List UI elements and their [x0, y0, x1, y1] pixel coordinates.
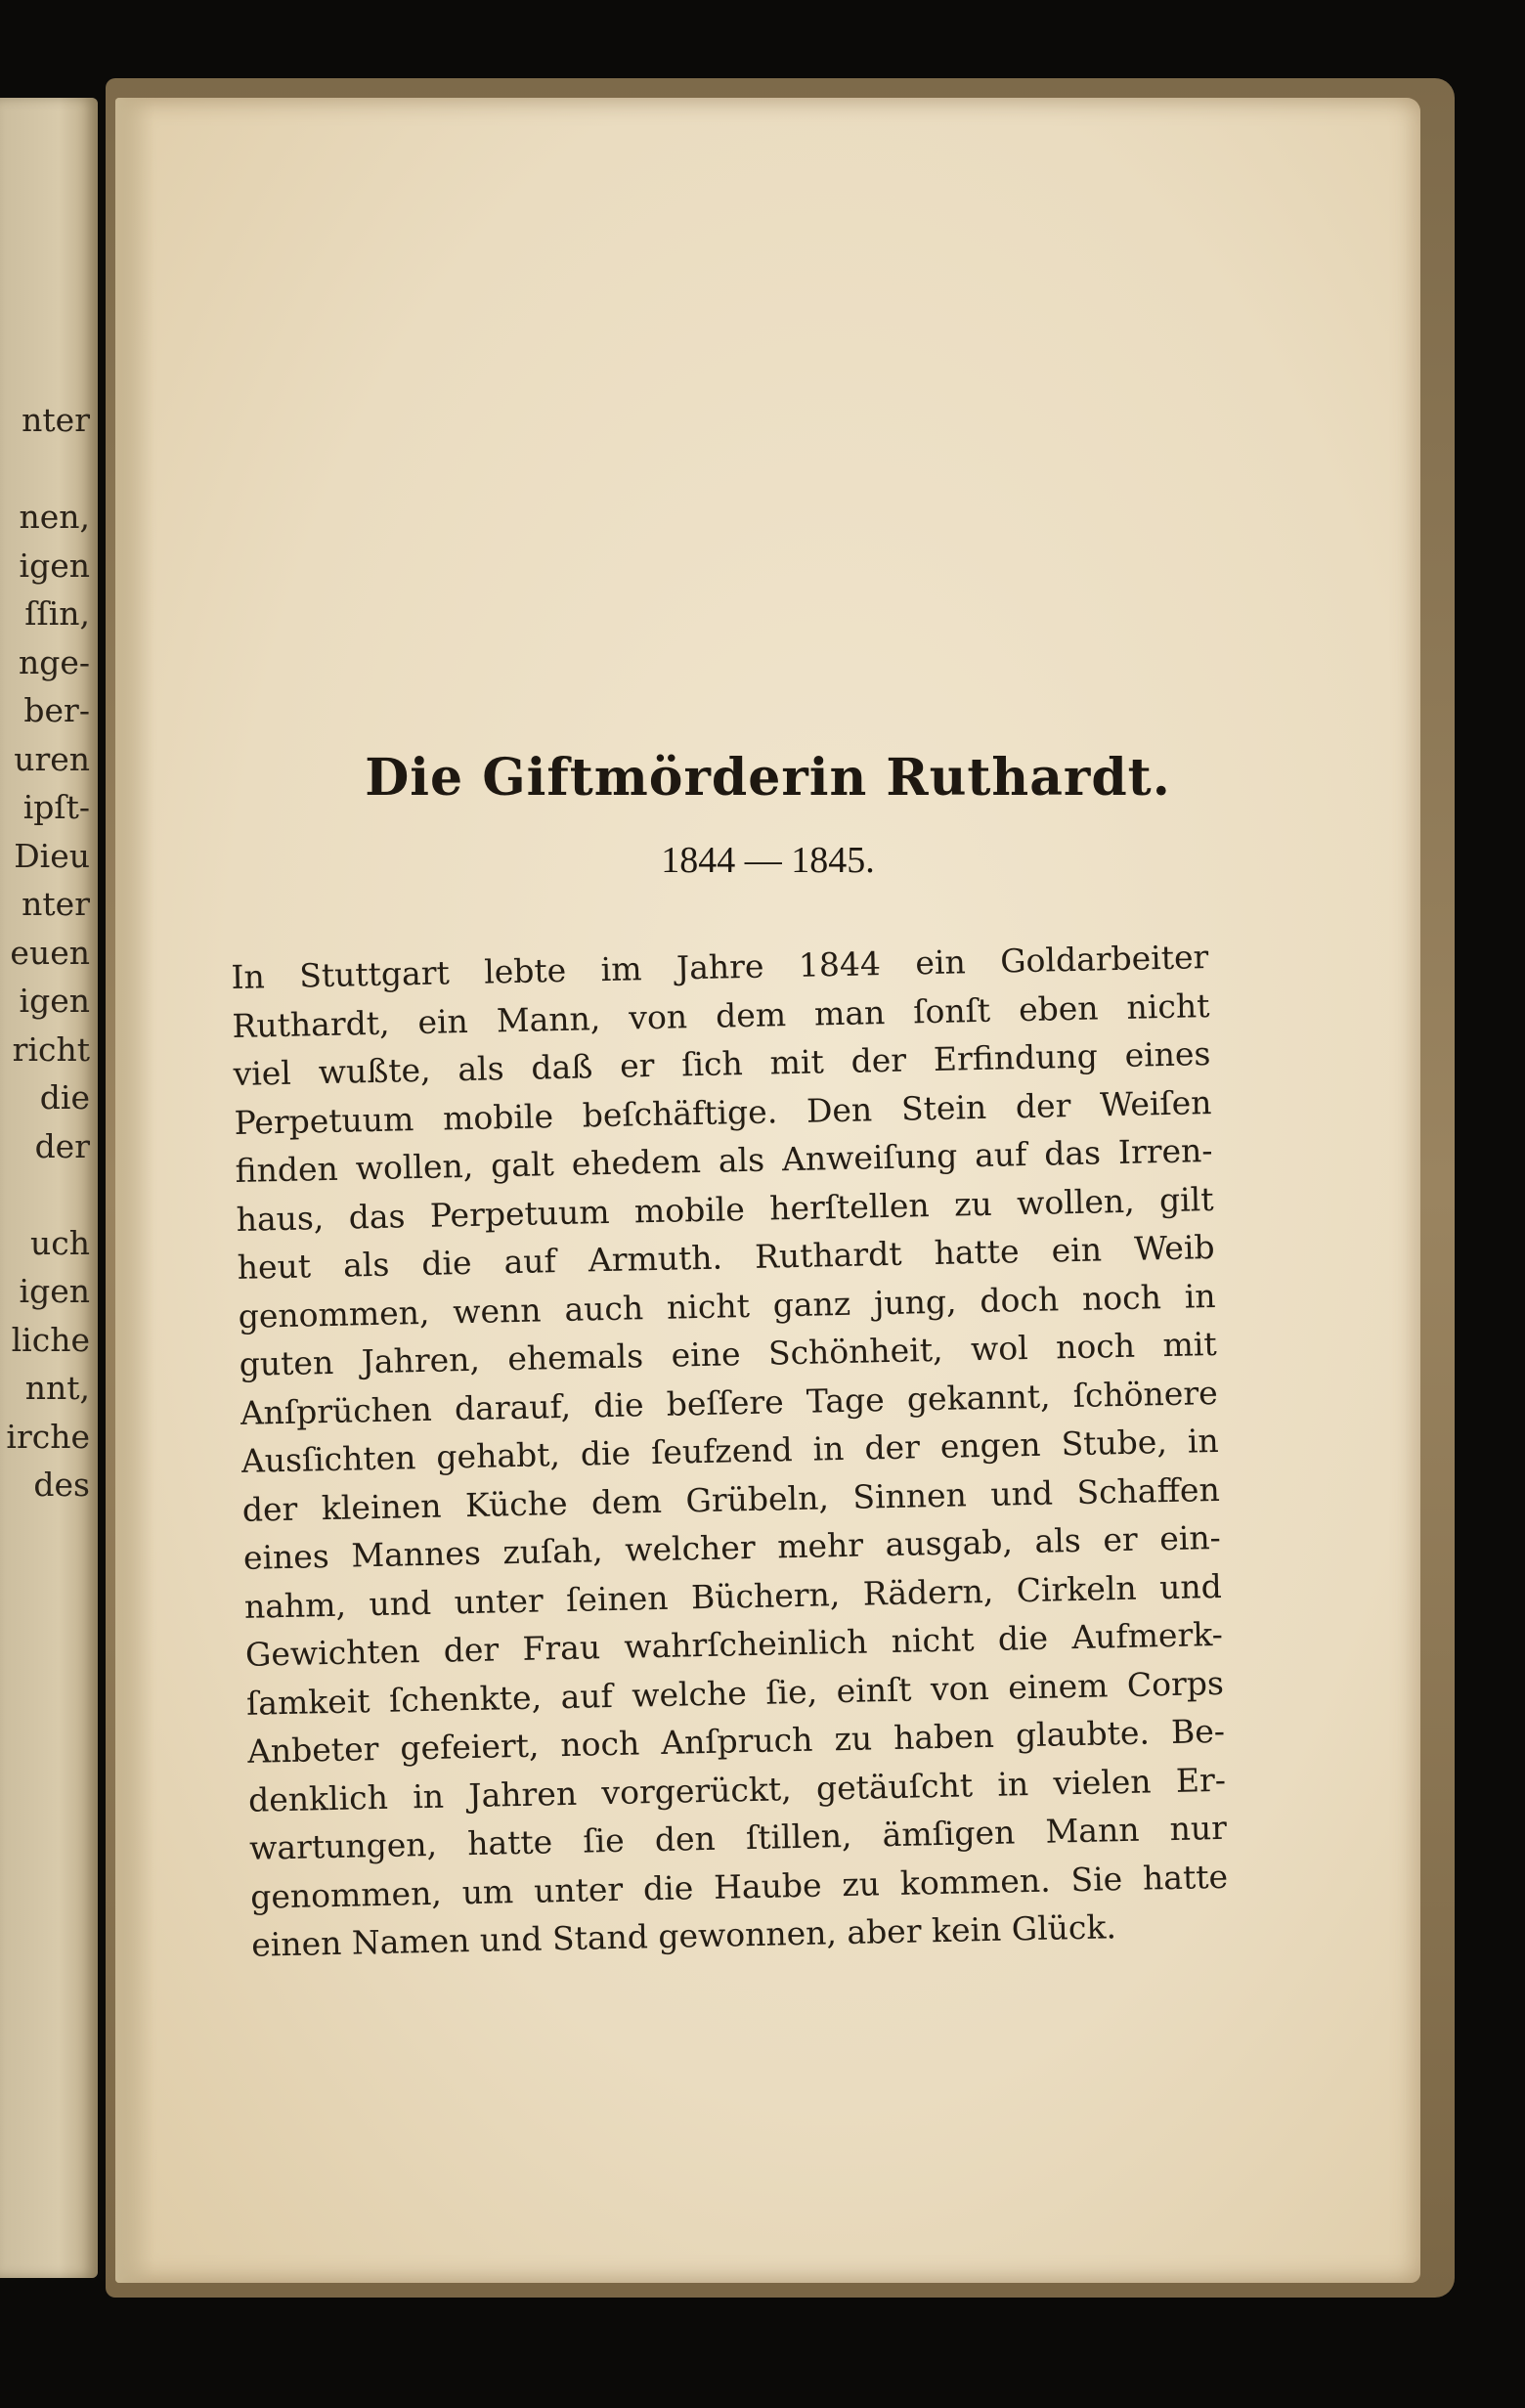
- text-line: wartungen, hatte ſie den ſtillen, ämſigen Mann nur: [248, 1808, 1228, 1867]
- left-fragment: nter: [22, 885, 90, 923]
- text-line: denklich in Jahren vorgerückt, getäuſcht in vielen Er-: [247, 1760, 1227, 1819]
- text-line: haus, das Perpetuum mobile herſtellen zu wollen, gilt: [236, 1179, 1214, 1239]
- left-fragment: ber-: [23, 691, 90, 729]
- chapter-years: 1844 — 1845.: [661, 840, 875, 881]
- text-line: eines Mannes zuſah, welcher mehr ausgab, als er ein-: [242, 1517, 1222, 1577]
- text-line: Perpetuum mobile beſchäftige. Den Stein der Weiſen: [234, 1082, 1212, 1142]
- text-line: Ausſichten gehabt, die ſeufzend in der engen Stube, in: [240, 1421, 1220, 1480]
- text-line: viel wußte, als daß er ſich mit der Erfindung eines: [233, 1034, 1211, 1093]
- text-line: Anbeter gefeiert, noch Anſpruch zu haben glaubte. Be-: [246, 1711, 1226, 1771]
- left-fragment: Dieu: [14, 836, 90, 875]
- left-fragment: irche: [6, 1417, 90, 1456]
- left-fragment: des: [33, 1466, 90, 1504]
- left-fragment: uren: [14, 739, 90, 778]
- left-fragment: uch: [30, 1223, 90, 1262]
- left-fragment: nter: [22, 401, 90, 439]
- left-fragment: euen: [10, 933, 90, 972]
- left-fragment: liche: [11, 1320, 90, 1359]
- left-page-text-fragments: [0, 396, 90, 1510]
- left-fragment: ſſin,: [24, 594, 90, 633]
- text-line: Ruthardt, ein Mann, von dem man ſonſt eben nicht: [232, 985, 1210, 1045]
- text-line: In Stuttgart lebte im Jahre 1844 ein Goldarbeiter: [231, 938, 1209, 996]
- text-line: genommen, wenn auch nicht ganz jung, doch noch in: [238, 1276, 1216, 1335]
- left-fragment: nge-: [18, 642, 90, 681]
- page-gutter-shadow: [115, 98, 154, 2283]
- body-paragraph: [231, 933, 1230, 1969]
- text-line: guten Jahren, ehemals eine Schönheit, wol noch mit: [239, 1324, 1217, 1383]
- left-fragment: der: [34, 1126, 90, 1165]
- book-page: [115, 98, 1420, 2283]
- left-fragment: [0, 445, 90, 494]
- left-fragment: igen: [19, 546, 90, 585]
- text-line: einen Namen und Stand gewonnen, aber kein Glück.: [250, 1907, 1117, 1964]
- text-line: ſamkeit ſchenkte, auf welche ſie, einſt von einem Corps: [245, 1663, 1225, 1723]
- text-line: heut als die auf Armuth. Ruthardt hatte ein Weib: [237, 1227, 1215, 1287]
- left-fragment: richt: [12, 1029, 90, 1069]
- left-fragment: ipſt-: [22, 788, 90, 826]
- chapter-title: Die Giftmörderin Ruthardt.: [365, 748, 1171, 808]
- text-line: genommen, um unter die Haube zu kommen. Sie hatte: [249, 1857, 1229, 1916]
- left-page-edge: [0, 98, 98, 2278]
- left-fragment: nen,: [19, 498, 90, 536]
- left-fragment: die: [39, 1078, 90, 1116]
- left-fragment: igen: [19, 1272, 90, 1310]
- text-line: finden wollen, galt ehedem als Anweiſung auf das Irren-: [235, 1131, 1213, 1190]
- text-line: Anſprüchen darauf, die beſſere Tage gekannt, ſchönere: [240, 1373, 1219, 1432]
- text-line: nahm, und unter ſeinen Büchern, Rädern, Cirkeln und: [243, 1566, 1223, 1626]
- left-fragment: nnt,: [24, 1369, 90, 1407]
- left-fragment: [0, 1170, 90, 1219]
- left-fragment: igen: [19, 982, 90, 1020]
- text-line: der kleinen Küche dem Grübeln, Sinnen und Schaffen: [241, 1469, 1221, 1529]
- text-line: Gewichten der Frau wahrſcheinlich nicht die Aufmerk-: [244, 1614, 1224, 1674]
